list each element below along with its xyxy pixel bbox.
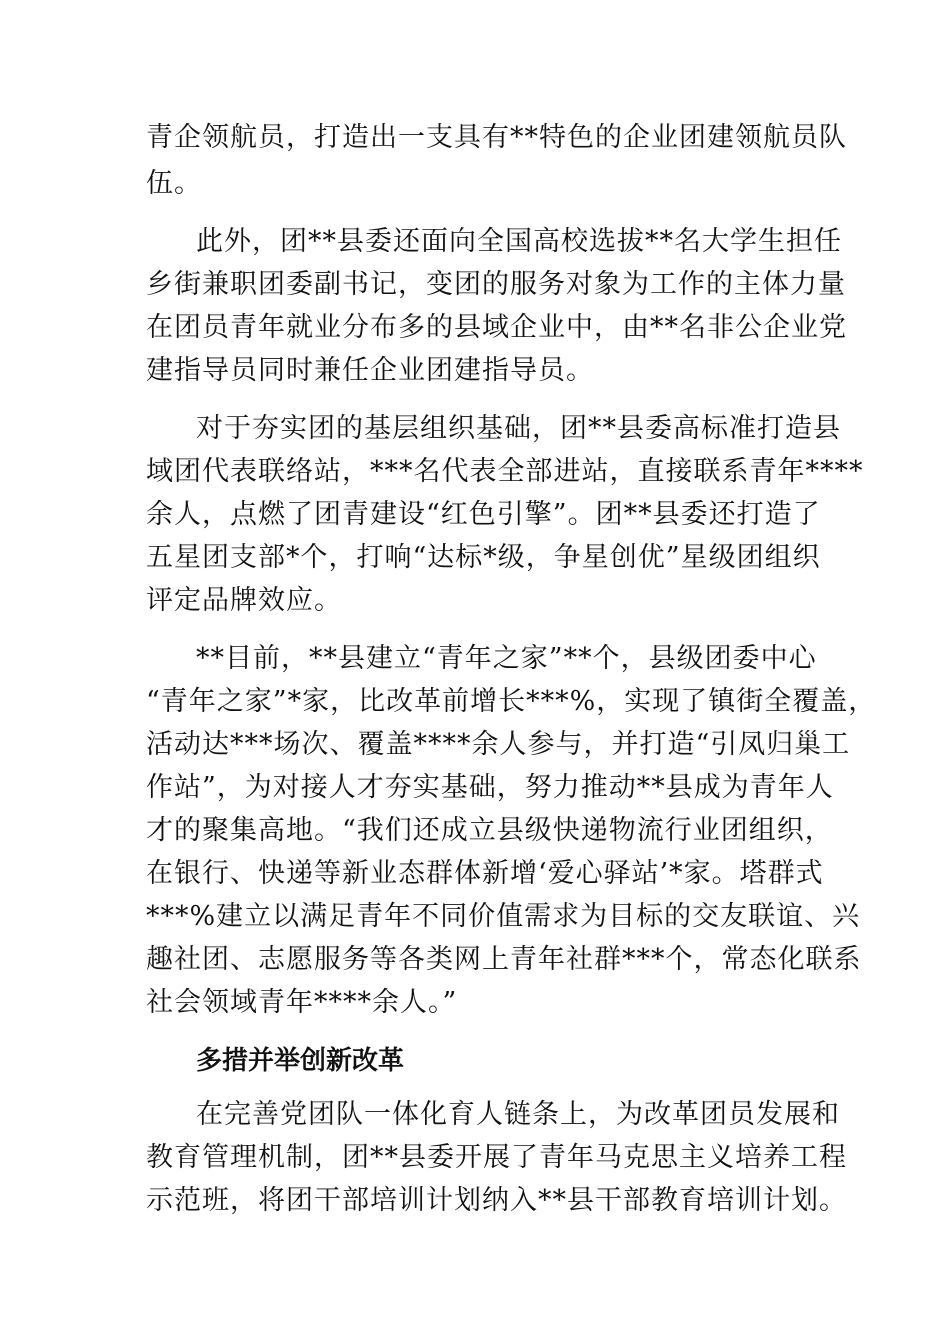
paragraph-1-line-1: 青企领航员，打造出一支具有**特色的企业团建领航员队 (146, 122, 847, 153)
paragraph-4-line-2: “青年之家”*家，比改革前增长***%，实现了镇街全覆盖， (146, 686, 877, 717)
paragraph-3-line-4: 五星团支部*个，打响“达标*级，争星创优”星级团组织 (146, 542, 821, 573)
paragraph-5-line-2: 教育管理机制，团**县委开展了青年马克思主义培养工程 (146, 1142, 847, 1173)
paragraph-2-line-1: 此外，团**县委还面向全国高校选拔**名大学生担任 (196, 226, 842, 257)
paragraph-3-line-5: 评定品牌效应。 (146, 585, 342, 616)
section-heading: 多措并举创新改革 (196, 1046, 405, 1076)
paragraph-5-line-1: 在完善党团队一体化育人链条上，为改革团员发展和 (196, 1099, 840, 1130)
paragraph-4-line-4: 作站”，为对接人才夯实基础，努力推动**县成为青年人 (146, 772, 834, 803)
paragraph-4-line-8: 趣社团、志愿服务等各类网上青年社群***个，常态化联系 (146, 944, 862, 975)
paragraph-4-line-3: 活动达***场次、覆盖****余人参与，并打造“引凤归巢工 (146, 729, 851, 760)
paragraph-2-line-4: 建指导员同时兼任企业团建指导员。 (146, 355, 594, 386)
paragraph-3-line-2: 域团代表联络站，***名代表全部进站，直接联系青年**** (146, 456, 864, 487)
paragraph-2-line-2: 乡街兼职团委副书记，变团的服务对象为工作的主体力量 (146, 269, 846, 300)
paragraph-1-line-2: 伍。 (146, 168, 202, 199)
paragraph-3-line-1: 对于夯实团的基层组织基础，团**县委高标准打造县 (196, 413, 841, 444)
paragraph-4-line-5: 才的聚集高地。“我们还成立县级快递物流行业团组织， (146, 815, 833, 846)
paragraph-3-line-3: 余人，点燃了团青建设“红色引擎”。团**县委还打造了 (146, 499, 821, 530)
paragraph-4-line-9: 社会领域青年****余人。” (146, 987, 458, 1018)
paragraph-2-line-3: 在团员青年就业分布多的县域企业中，由**名非公企业党 (146, 312, 847, 343)
paragraph-4-line-6: 在银行、快递等新业态群体新增‘爱心驿站’*家。塔群式 (146, 858, 824, 889)
paragraph-5-line-3: 示范班，将团干部培训计划纳入**县干部教育培训计划。 (146, 1185, 847, 1216)
paragraph-4-line-1: **目前，**县建立“青年之家”**个，县级团委中心 (196, 643, 817, 674)
paragraph-4-line-7: ***%建立以满足青年不同价值需求为目标的交友联谊、兴 (146, 901, 861, 932)
